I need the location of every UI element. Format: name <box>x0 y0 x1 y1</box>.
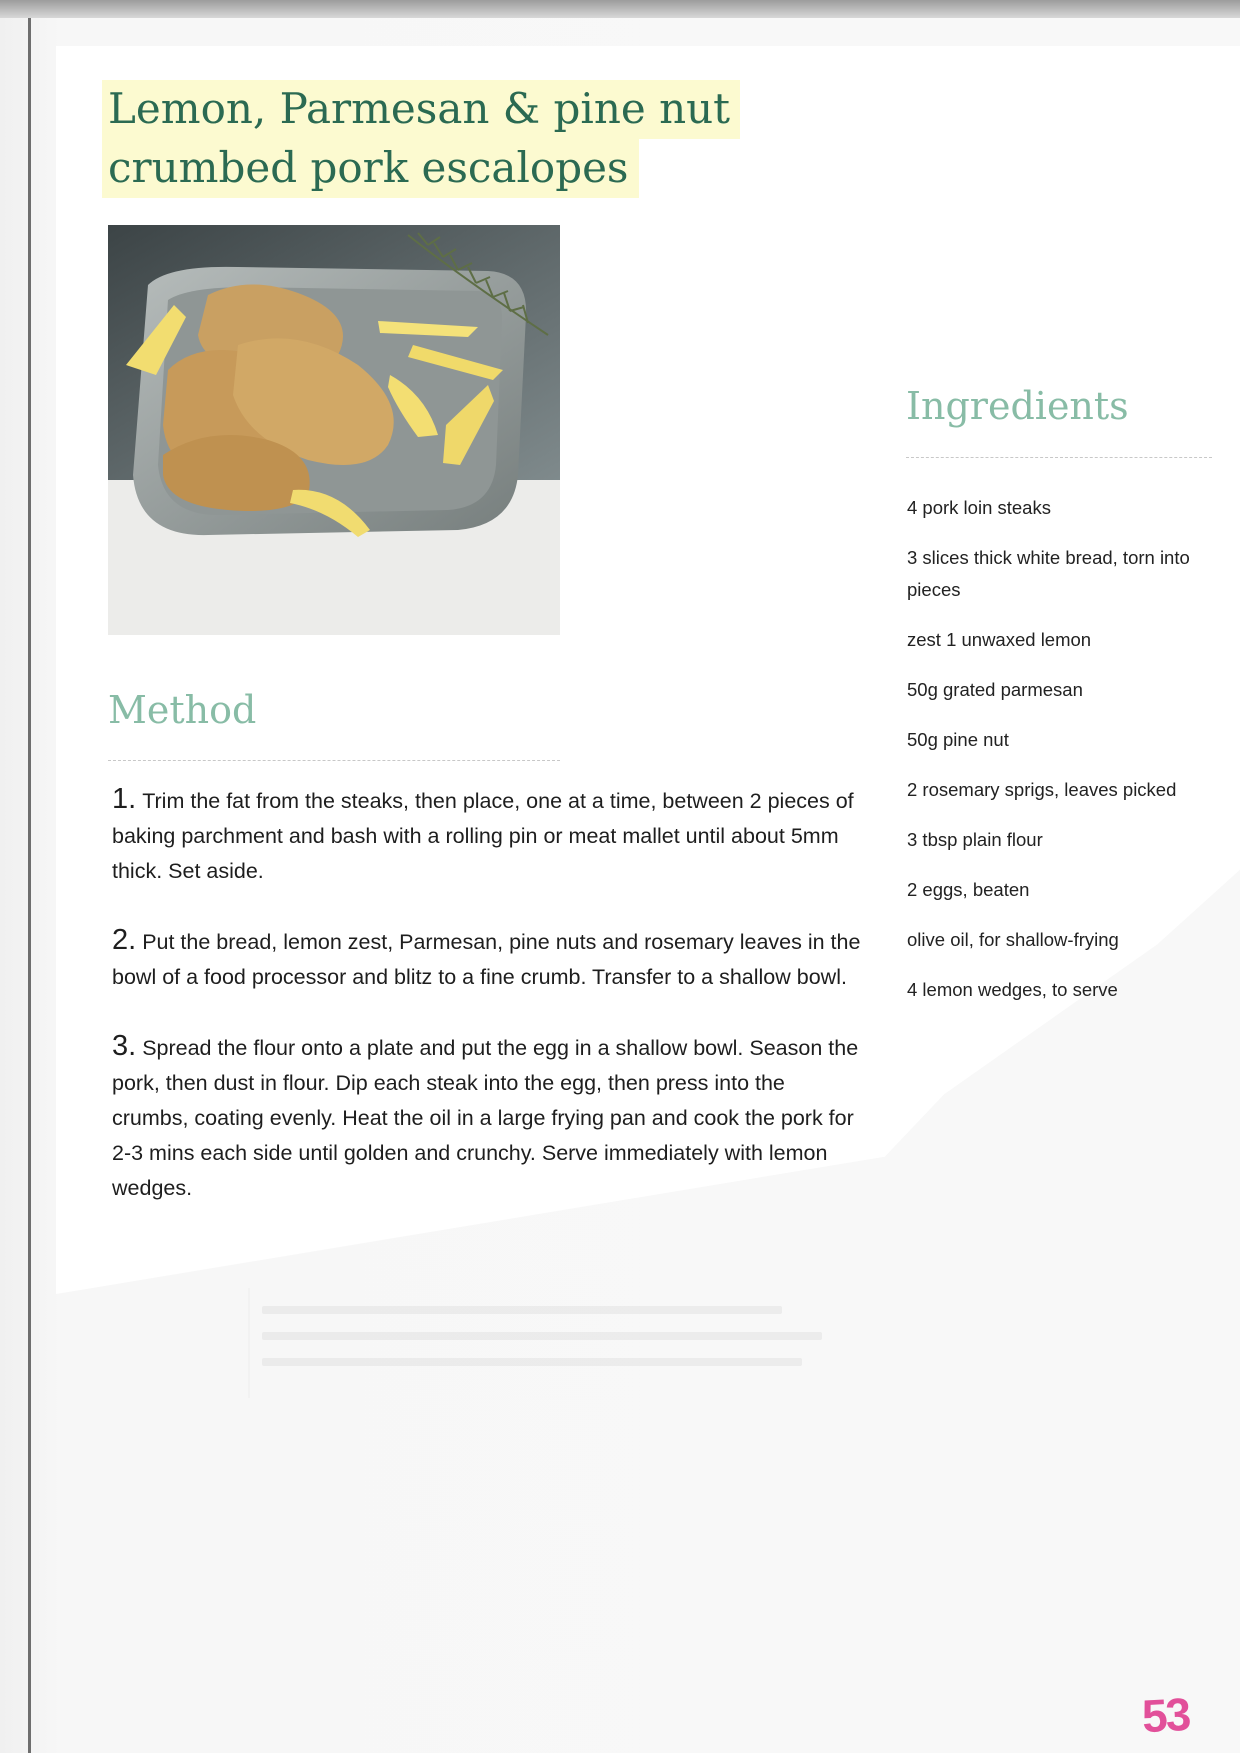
ingredient-item: 3 slices thick white bread, torn into pieces <box>907 547 1190 600</box>
ingredients-list <box>907 492 1227 1024</box>
step-text: Spread the flour onto a plate and put the egg in a shallow bowl. Season the pork, then dust in flour. Dip each steak into the egg, then press into the crumbs, coating evenly. Heat the oil in a large frying pan and cook the pork for 2-3 mins each side until golden and crunchy. Serve immediately with lemon wedges. <box>112 1036 859 1200</box>
ingredient-item: 50g pine nut <box>907 729 1009 750</box>
bleed-line <box>262 1332 822 1340</box>
ingredient-item: zest 1 unwaxed lemon <box>907 629 1092 650</box>
bleed-through-text <box>248 1288 850 1398</box>
method-step <box>112 1029 864 1206</box>
ingredient-item: 4 lemon wedges, to serve <box>907 979 1118 1000</box>
ingredients-divider <box>906 457 1212 458</box>
recipe-title-line-1: Lemon, Parmesan & pine nut <box>102 80 740 139</box>
method-heading: Method <box>108 688 257 732</box>
step-text: Trim the fat from the steaks, then place, one at a time, between 2 pieces of baking parchment and bash with a rolling pin or meat mallet until about 5mm thick. Set aside. <box>112 789 854 883</box>
method-step <box>112 782 864 889</box>
bleed-line <box>262 1306 782 1314</box>
ingredient-item: 2 eggs, beaten <box>907 879 1030 900</box>
scan-top-shadow <box>0 0 1240 18</box>
page-number: 53 <box>1140 1687 1191 1743</box>
recipe-photo <box>108 225 560 635</box>
method-steps <box>112 782 864 1240</box>
pork-escalopes-photo <box>108 225 560 635</box>
ingredient-item: 3 tbsp plain flour <box>907 829 1043 850</box>
step-text: Put the bread, lemon zest, Parmesan, pine nuts and rosemary leaves in the bowl of a food processor and blitz to a fine crumb. Transfer to a shallow bowl. <box>112 930 861 989</box>
ingredient-item: olive oil, for shallow-frying <box>907 929 1119 950</box>
method-step <box>112 923 864 995</box>
method-divider <box>108 760 560 761</box>
bleed-line <box>262 1358 802 1366</box>
recipe-title <box>102 80 740 198</box>
step-number: 3. <box>112 1030 137 1062</box>
step-number: 1. <box>112 783 137 815</box>
ingredient-item: 50g grated parmesan <box>907 679 1083 700</box>
step-number: 2. <box>112 924 137 956</box>
ingredient-item: 4 pork loin steaks <box>907 497 1051 518</box>
ingredient-item: 2 rosemary sprigs, leaves picked <box>907 779 1177 800</box>
binding-spine <box>28 18 31 1753</box>
recipe-title-line-2: crumbed pork escalopes <box>102 139 639 198</box>
ingredients-heading: Ingredients <box>906 384 1129 428</box>
